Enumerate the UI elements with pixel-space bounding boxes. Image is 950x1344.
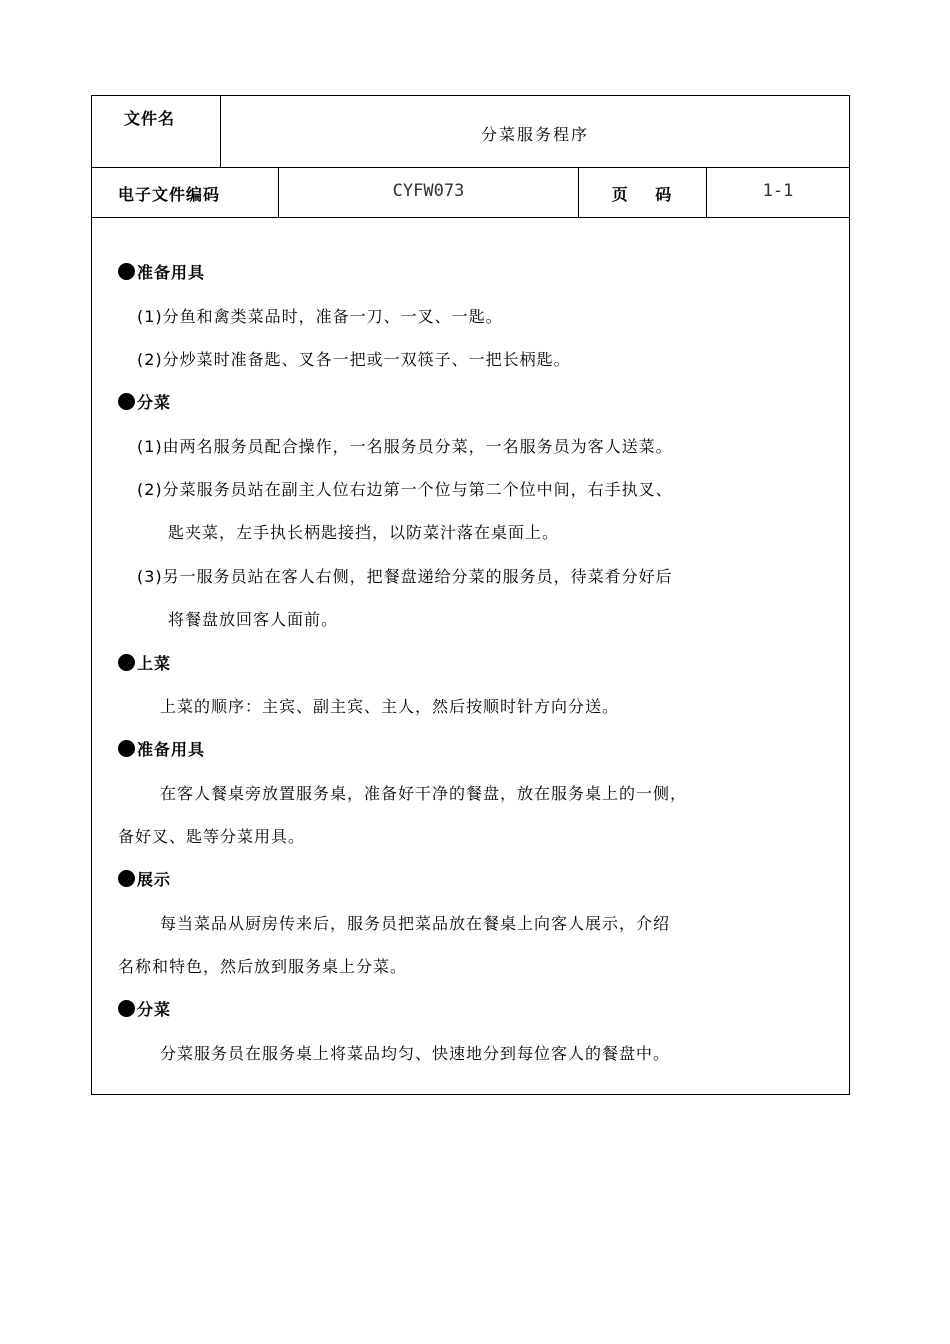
- bullet-icon: [118, 870, 135, 887]
- page-label: 页 码: [611, 185, 674, 204]
- paragraph: 上菜的顺序：主宾、副主宾、主人，然后按顺时针方向分送。: [160, 697, 620, 716]
- paragraph: 每当菜品从厨房传来后，服务员把菜品放在餐桌上向客人展示，介绍: [160, 914, 671, 933]
- code-value-cell: [279, 167, 579, 217]
- section-heading: 准备用具: [118, 262, 205, 284]
- section-heading: 分菜: [118, 392, 171, 414]
- bullet-icon: [118, 740, 135, 757]
- paragraph: 在客人餐桌旁放置服务桌，准备好干净的餐盘，放在服务桌上的一侧，: [160, 784, 688, 803]
- list-item: (2)分炒菜时准备匙、叉各一把或一双筷子、一把长柄匙。: [137, 350, 571, 369]
- code-label: 电子文件编码: [118, 185, 221, 204]
- page-value-cell: [707, 167, 849, 217]
- file-name-value-cell: [221, 96, 849, 167]
- section-heading: 准备用具: [118, 739, 205, 761]
- paragraph: 分菜服务员在服务桌上将菜品均匀、快速地分到每位客人的餐盘中。: [160, 1044, 671, 1063]
- bullet-icon: [118, 263, 135, 280]
- bullet-icon: [118, 393, 135, 410]
- bullet-icon: [118, 654, 135, 671]
- file-name-label-cell: [92, 96, 221, 167]
- list-item: (3)另一服务员站在客人右侧，把餐盘递给分菜的服务员，待菜肴分好后: [137, 567, 673, 586]
- header-row-file-name: [92, 96, 849, 168]
- list-item: (1)由两名服务员配合操作，一名服务员分菜，一名服务员为客人送菜。: [137, 437, 673, 456]
- code-label-cell: [92, 167, 279, 217]
- header-row-code: [92, 167, 849, 218]
- page-value: 1-1: [762, 181, 794, 201]
- list-item: (1)分鱼和禽类菜品时，准备一刀、一叉、一匙。: [137, 307, 503, 326]
- page-label-cell: [579, 167, 707, 217]
- document-title: 分菜服务程序: [480, 125, 589, 144]
- paragraph-continuation: 备好叉、匙等分菜用具。: [118, 827, 306, 846]
- list-item-continuation: 将餐盘放回客人面前。: [168, 610, 339, 629]
- file-name-label: 文件名: [124, 109, 176, 128]
- section-heading: 分菜: [118, 999, 171, 1021]
- paragraph-continuation: 名称和特色，然后放到服务桌上分菜。: [118, 957, 408, 976]
- bullet-icon: [118, 1000, 135, 1017]
- section-heading: 上菜: [118, 653, 171, 675]
- code-value: CYFW073: [392, 181, 465, 201]
- list-item: (2)分菜服务员站在副主人位右边第一个位与第二个位中间，右手执叉、: [137, 480, 673, 499]
- section-heading: 展示: [118, 869, 171, 891]
- list-item-continuation: 匙夹菜，左手执长柄匙接挡，以防菜汁落在桌面上。: [168, 523, 560, 542]
- document-form: [91, 95, 850, 1095]
